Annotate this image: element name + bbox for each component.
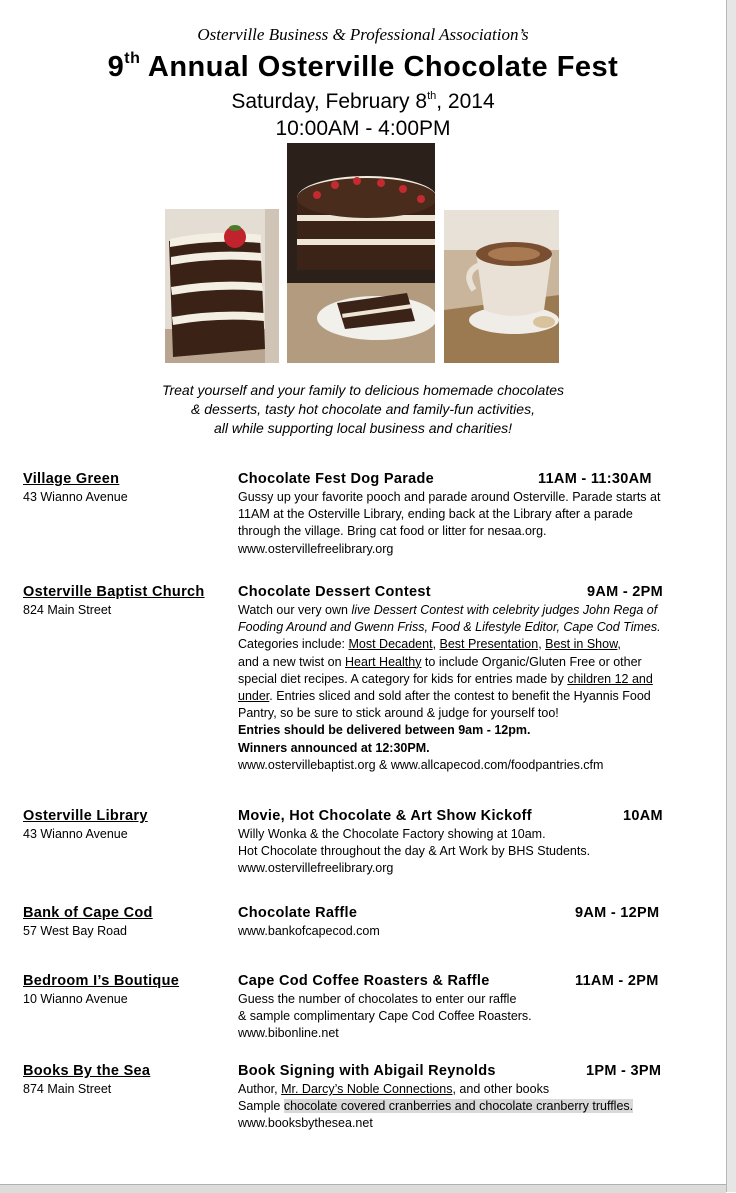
venue-address: 874 Main Street [23, 1082, 112, 1096]
venue-name: Bedroom I’s Boutique [23, 973, 180, 989]
association-name: Osterville Business & Professional Association’s [197, 25, 529, 44]
event-date: Saturday, February 8th, 2014 [231, 90, 495, 113]
event-link: www.bankofcapecod.com [238, 924, 380, 938]
event-link: www.bibonline.net [238, 1026, 339, 1041]
event-title: Cape Cod Coffee Roasters & Raffle [238, 973, 490, 989]
delivery-note: Entries should be delivered between 9am - 12pm. [238, 723, 531, 738]
event-time: 1PM - 3PM [586, 1063, 662, 1079]
event-link: www.ostervillebaptist.org & www.allcapecod.com/foodpantries.cfm [238, 757, 604, 772]
venue-address: 57 West Bay Road [23, 924, 127, 938]
venue-address: 824 Main Street [23, 603, 112, 617]
category-most-decadent: Most Decadent [348, 637, 433, 652]
venue-name: Osterville Library [23, 808, 148, 824]
event-description: Gussy up your favorite pooch and parade around Osterville. Parade starts at 11AM at the Osterville Library, ending back at the Library after a parade through the village. Bring cat food or litter for nesaa.org. www.ostervillefreelibrary.org [238, 489, 708, 558]
event-link: www.booksbythesea.net [238, 1116, 373, 1131]
event-description: Author, Mr. Darcy’s Noble Connections, and other books Sample chocolate covered cranberries and chocolate cranberry truffles. www.booksbythesea.net [238, 1081, 708, 1133]
event-time: 10AM [623, 808, 663, 824]
venue-name: Bank of Cape Cod [23, 905, 153, 921]
event-description: Guess the number of chocolates to enter our raffle & sample complimentary Cape Cod Coffee Roasters. www.bibonline.net [238, 991, 708, 1043]
category-best-presentation: Best Presentation [439, 637, 539, 652]
event-description: Watch our very own live Dessert Contest with celebrity judges John Rega of Fooding Around and Gwenn Friss, Food & Lifestyle Editor, Cape Cod Times. Categories include: Most Decadent, Best Presentation, Best in Show, and a new twist on Heart Healthy to include Organic/Gluten Free or other special diet recipes. A category for kids for entries made by children 12 and under. Entries sliced and sold after the contest to benefit the Hyannis Food Pantry, so be sure to stick around & judge for yourself too! Entries should be delivered between 9am - 12pm. Winners announced at 12:30PM. www.ostervillebaptist.org & www.allcapecod.com/foodpantries.cfm [238, 602, 708, 774]
tagline: Treat yourself and your family to delicious homemade chocolates & desserts, tasty hot chocolate and family-fun activities, all while supporting local business and charities! [161, 382, 565, 436]
kids-category: children 12 and [567, 671, 653, 686]
flyer-header [0, 24, 726, 143]
flyer-title: 9th Annual Osterville Chocolate Fest [107, 50, 619, 83]
chocolate-cake-photo [287, 143, 435, 363]
highlighted-text: chocolate covered cranberries and chocolate cranberry truffles. [283, 1099, 634, 1114]
event-title: Book Signing with Abigail Reynolds [238, 1063, 496, 1079]
event-time: 9AM - 2PM [587, 584, 664, 600]
event-time: 11AM - 11:30AM [538, 471, 652, 487]
event-title: Chocolate Dessert Contest [238, 584, 431, 600]
event-description [238, 923, 708, 940]
event-link: www.ostervillefreelibrary.org [238, 861, 394, 876]
event-title: Chocolate Raffle [238, 905, 358, 921]
winners-note: Winners announced at 12:30PM. [238, 740, 430, 755]
cake-slice-photo [165, 209, 279, 363]
event-title: Chocolate Fest Dog Parade [238, 471, 435, 487]
event-description: Willy Wonka & the Chocolate Factory showing at 10am. Hot Chocolate throughout the day & Art Work by BHS Students. www.ostervillefreelibrary.org [238, 826, 708, 878]
book-title: Mr. Darcy’s Noble Connections [281, 1082, 453, 1096]
page-edge [726, 0, 736, 1192]
event-time: 11AM - 2PM [575, 973, 659, 989]
venue-address: 43 Wianno Avenue [23, 827, 128, 841]
venue-address: 10 Wianno Avenue [23, 992, 128, 1006]
category-best-in-show: Best in Show [545, 637, 618, 652]
venue-name: Osterville Baptist Church [23, 584, 205, 600]
event-title: Movie, Hot Chocolate & Art Show Kickoff [238, 808, 532, 824]
venue-address: 43 Wianno Avenue [23, 490, 128, 504]
venue-name: Books By the Sea [23, 1063, 151, 1079]
category-heart-healthy: Heart Healthy [345, 654, 422, 669]
event-hours: 10:00AM - 4:00PM [275, 117, 451, 140]
venue-name: Village Green [23, 471, 120, 487]
event-link: www.ostervillefreelibrary.org [238, 541, 394, 556]
event-time: 9AM - 12PM [575, 905, 660, 921]
hot-chocolate-photo [444, 210, 559, 363]
